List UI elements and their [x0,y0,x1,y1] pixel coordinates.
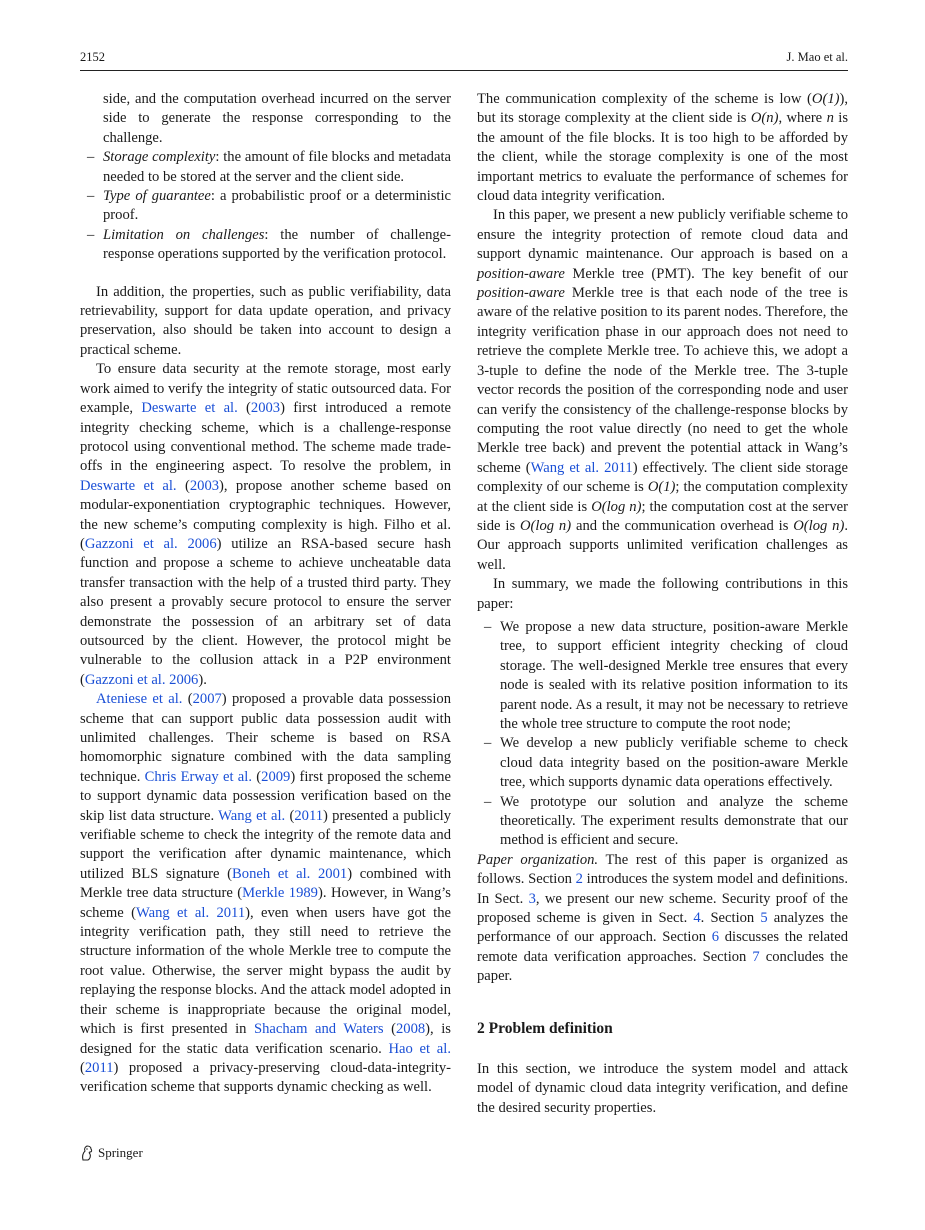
section-link[interactable]: 7 [752,948,760,965]
springer-horse-icon [80,1145,94,1161]
section-link[interactable]: 5 [760,910,768,927]
citation-link[interactable]: 2003 [189,477,220,494]
list-item-text: : the amount of file blocks and metadata needed to be stored at the server and the client side. [103,149,451,185]
math-expression: n [826,110,834,127]
list-item: – We propose a new data structure, position-aware Merkle tree, to support efficient integrity checking of cloud storage. The well-designed Merkle tree ensures that every node is sealed with its relative position information to its parent node. As a result, it may not be necessary to retrieve the whole tree structure to compute the root node; [477,618,848,734]
list-item-continuation: side, and the computation overhead incurred on the server side to generate the response corresponding to the challenge. [103,91,451,146]
list-item [80,148,451,187]
citation-link[interactable]: Deswarte et al. [141,400,238,417]
citation-link[interactable]: Hao et al. [388,1040,451,1057]
list-item-term: Limitation on challenges [103,226,265,243]
page-number: 2152 [80,50,105,64]
left-column [80,90,451,1098]
emphasis: position-aware [477,285,565,302]
contributions-list [477,618,848,851]
citation-link[interactable]: 2009 [261,768,291,785]
citation-link[interactable]: Deswarte et al. [80,477,177,494]
math-expression: O(log n) [793,517,845,534]
section-link[interactable]: 6 [711,929,720,946]
citation-link[interactable]: Gazzoni et al. 2006 [84,535,217,552]
section-link[interactable]: 4 [693,910,701,927]
citation-link[interactable]: Gazzoni et al. 2006 [84,671,199,688]
list-item-text: : a probabilistic proof or a deterministic proof. [103,188,452,224]
paragraph: Paper organization. The rest of this paper is organized as follows. Section 2 introduces the system model and definitions. In Sect. 3, we present our new scheme. Security proof of the proposed scheme is given in Sect. 4. Section 5 analyzes the performance of our approach. Section 6 discusses the related remote data verification approaches. Section 7 concludes the paper. [477,851,848,985]
math-expression: O(1) [811,91,840,107]
citation-link[interactable]: Ateniese et al. [96,691,183,708]
citation-link[interactable]: Wang et al. 2011 [135,904,246,921]
list-item: – We develop a new publicly verifiable scheme to check cloud data integrity based on the position-aware Merkle tree, which supports dynamic data operations effectively. [477,734,848,792]
citation-link[interactable]: Chris Erway et al. [144,768,252,785]
citation-link[interactable]: 2011 [84,1059,114,1076]
header-rule [80,70,848,71]
list-item [80,226,451,265]
list-item-term: Type of guarantee [103,188,211,205]
paragraph: Ateniese et al. (2007) proposed a provable data possession scheme that can support public data possession audit with unlimited challenges. Their scheme is based on RSA homomorphic signature combined with the data sampling technique. Chris Erway et al. (2009) first proposed the scheme to support dynamic data possession verification based on the skip list data structure. Wang et al. (2011) presented a publicly verifiable scheme to check the integrity of the remote data and support the verification after dynamic maintenance, which utilized BLS signature (Boneh et al. 2001) combined with Merkle tree data structure (Merkle 1989). However, in Wang’s scheme (Wang et al. 2011), even when users have got the integrity verification path, they still need to retrieve the structure information of the whole Merkle tree to compute the root value. Otherwise, the server might bypass the audit by replaying the response blocks. And the attack model adopted in their scheme is inappropriate because the original model, which is first presented in Shacham and Waters (2008), is designed for the static data verification scenario. Hao et al. (2011) proposed a privacy-preserving cloud-data-integrity-verification scheme that supports dynamic checking as well. [80,691,452,1096]
citation-link[interactable]: Shacham and Waters [253,1021,384,1038]
list-item-text: : the number of challenge-response operations supported by the verification protocol. [103,226,451,263]
paragraph: The communication complexity of the scheme is low (O(1)), but its storage complexity at the client side is O(n), where n is the amount of the file blocks. It is too high to be afforded by the client, while the storage complexity is one of the most important metrics to evaluate the performance of schemes for cloud data integrity verification. [477,91,848,205]
citation-link[interactable]: Wang et al. [218,807,286,824]
citation-link[interactable]: Merkle 1989 [242,885,318,902]
paragraph: To ensure data security at the remote storage, most early work aimed to verify the integrity of static outsourced data. For example, Deswarte et al. (2003) first introduced a remote integrity checking scheme, which is a challenge-response protocol using conventional method. The scheme made trade-offs in the engineering aspect. To resolve the problem, in Deswarte et al. (2003), propose another scheme based on modular-exponentiation cryptographic techniques. However, the new scheme’s computing complexity is high. Filho et al. (Gazzoni et al. 2006) utilize an RSA-based secure hash function and propose a scheme to achieve uncheatable data transfer transaction with the help of a trusted third party. They also present a provably secure protocol to ensure the server demonstrate the possession of an arbitrary set of data outsourced by the client. However, the protocol might be vulnerable to the collusion attack in a P2P environment (Gazzoni et al. 2006). [80,361,452,688]
math-expression: O(log n) [591,498,642,515]
citation-link[interactable]: 2008 [395,1021,426,1038]
running-header [80,50,848,65]
publisher-name: Springer [98,1145,143,1160]
section-heading: 2 Problem definition [477,1019,613,1037]
list-item-term: Storage complexity [103,149,216,166]
paragraph: In this paper, we present a new publicly verifiable scheme to ensure the integrity protection of remote cloud data and support dynamic maintenance. Our approach is based on a position-aware Merkle tree (PMT). The key benefit of our position-aware Merkle tree is that each node of the tree is aware of the relative position to its parent nodes. Therefore, the integrity verification phase in our approach does not need to retrieve the complete Merkle tree. To achieve this, we adopt a 3-tuple to define the node of the Merkle tree. The 3-tuple vector records the position of the corresponding node and user can verify the consistency of the challenge-response blocks by computing the root value directly (no need to get the whole Merkle tree back) and prevent the potential attack in Wang’s scheme (Wang et al. 2011) effectively. The client side storage complexity of our scheme is O(1); the computation complexity at the client side is O(log n); the computation cost at the server side is O(log n) and the communication overhead is O(log n). Our approach supports unlimited verification challenges as well. [477,207,849,573]
running-authors: J. Mao et al. [786,50,848,64]
footer [80,1145,143,1161]
criteria-list [80,148,451,264]
section-link[interactable]: 2 [575,871,583,888]
list-item [80,187,451,226]
list-item: – We prototype our solution and analyze the scheme theoretically. The experiment results demonstrate that our method is efficient and secure. [477,793,848,851]
citation-link[interactable]: Wang et al. 2011 [530,459,633,476]
math-expression: O(n) [750,110,779,127]
emphasis: Paper organization. [477,851,599,868]
math-expression: O(1) [647,479,676,496]
paragraph: In addition, the properties, such as public verifiability, data retrievability, support for data update operation, and privacy preservation, also should be taken into account to design a practical scheme. [80,283,451,358]
citation-link[interactable]: 2011 [294,807,323,824]
paragraph: In summary, we made the following contributions in this paper: [477,576,848,612]
section-link[interactable]: 3 [528,890,536,907]
emphasis: position-aware [477,265,565,282]
citation-link[interactable]: 2003 [250,400,281,417]
citation-link[interactable]: 2007 [192,691,222,708]
math-expression: O(log n) [520,517,572,534]
paragraph: In this section, we introduce the system model and attack model of dynamic cloud data integrity verification, and define the desired security properties. [477,1060,848,1116]
citation-link[interactable]: Boneh et al. 2001 [232,865,348,882]
right-column [477,90,848,1118]
